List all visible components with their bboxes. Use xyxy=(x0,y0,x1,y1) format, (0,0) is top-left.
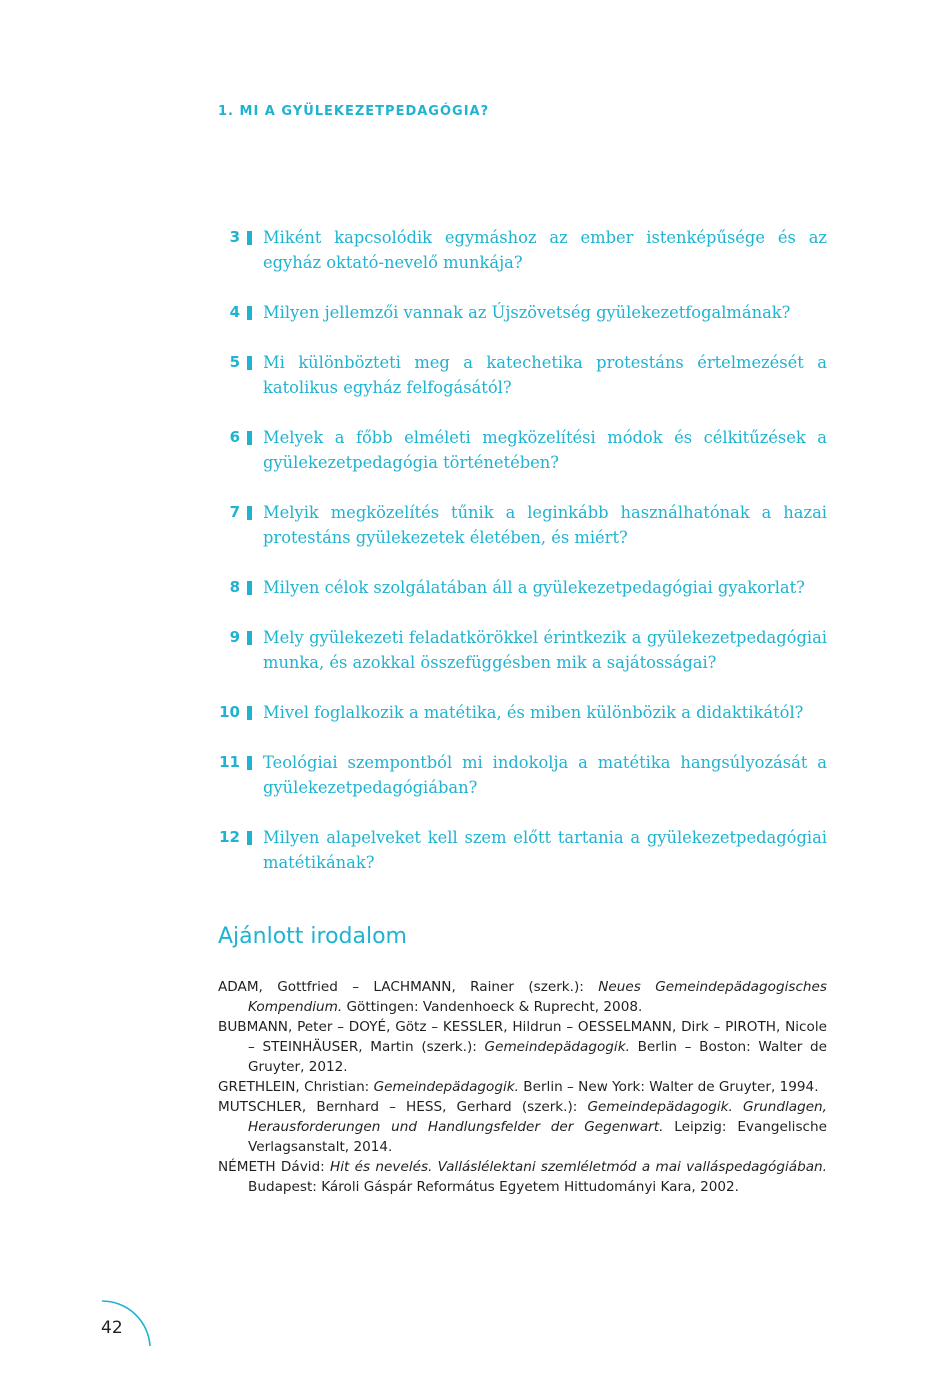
question-bar-marker xyxy=(247,756,252,770)
question-number: 11 xyxy=(219,753,240,771)
question-bar-marker xyxy=(247,506,252,520)
question-text: Miként kapcsolódik egymáshoz az ember istenképűsége és az egyház oktató-nevelő munkája? xyxy=(263,228,827,272)
reference-entry xyxy=(218,1017,827,1077)
question-text: Teológiai szempontból mi indokolja a matétika hangsúlyozását a gyülekezetpedagógiában? xyxy=(263,753,827,797)
reference-entry xyxy=(218,1077,827,1097)
reference-publisher: Göttingen: Vandenhoeck & Ruprecht, 2008. xyxy=(342,999,643,1015)
reference-publisher: Budapest: Károli Gáspár Református Egyetem Hittudományi Kara, 2002. xyxy=(248,1179,739,1195)
question-number: 12 xyxy=(219,828,240,846)
question-bar-marker xyxy=(247,431,252,445)
reference-publisher: Berlin – New York: Walter de Gruyter, 1994. xyxy=(518,1079,819,1095)
question-item xyxy=(218,750,827,800)
question-item xyxy=(218,225,827,275)
question-number: 10 xyxy=(219,703,240,721)
question-bar-marker xyxy=(247,306,252,320)
reference-title: Hit és nevelés. Valláslélektani szemléletmód a mai valláspedagógiában. xyxy=(330,1159,827,1175)
reference-title: Gemeindepädagogik. Grundlagen, Herausforderungen und Handlungsfelder der Gegenwart. xyxy=(248,1099,827,1135)
question-bar-marker xyxy=(247,581,252,595)
question-item xyxy=(218,700,827,725)
reference-entry xyxy=(218,977,827,1017)
question-bar-marker xyxy=(247,631,252,645)
question-text: Mi különbözteti meg a katechetika protestáns értelmezését a katolikus egyház felfogásától? xyxy=(263,353,827,397)
question-item xyxy=(218,625,827,675)
reference-entry xyxy=(218,1157,827,1197)
question-number: 6 xyxy=(229,428,240,446)
reference-list xyxy=(218,977,827,1197)
reference-publisher: Leipzig: Evangelische Verlagsanstalt, 2014. xyxy=(248,1119,827,1155)
reference-title: Gemeindepädagogik. xyxy=(373,1079,519,1095)
question-bar-marker xyxy=(247,706,252,720)
question-bar-marker xyxy=(247,231,252,245)
question-bar-marker xyxy=(247,356,252,370)
question-item xyxy=(218,825,827,875)
reference-authors: MUTSCHLER, Bernhard – HESS, Gerhard (szerk.): xyxy=(218,1099,588,1115)
question-item xyxy=(218,350,827,400)
question-number: 4 xyxy=(229,303,240,321)
page-number: 42 xyxy=(101,1318,123,1338)
question-text: Melyik megközelítés tűnik a leginkább használhatónak a hazai protestáns gyülekezetek életében, és miért? xyxy=(263,503,827,547)
question-number: 8 xyxy=(229,578,240,596)
reference-authors: GRETHLEIN, Christian: xyxy=(218,1079,374,1095)
question-bar-marker xyxy=(247,831,252,845)
question-number: 9 xyxy=(229,628,240,646)
question-item xyxy=(218,425,827,475)
reference-publisher: Berlin – Boston: Walter de Gruyter, 2012. xyxy=(248,1039,828,1075)
question-text: Melyek a főbb elméleti megközelítési módok és célkitűzések a gyülekezetpedagógia történetében? xyxy=(263,428,827,472)
literature-heading: Ajánlott irodalom xyxy=(218,924,407,949)
question-item xyxy=(218,575,827,600)
reference-entry xyxy=(218,1097,827,1157)
reference-title: Neues Gemeindepädagogisches Kompendium. xyxy=(248,979,827,1015)
question-text: Mely gyülekezeti feladatkörökkel érintkezik a gyülekezetpedagógiai munka, és azokkal összefüggésben mik a sajátosságai? xyxy=(263,628,827,672)
reference-authors: ADAM, Gottfried – LACHMANN, Rainer (szerk.): xyxy=(218,979,599,995)
question-list xyxy=(218,225,827,900)
reference-title: Gemeindepädagogik. xyxy=(484,1039,630,1055)
reference-authors: BUBMANN, Peter – DOYÉ, Götz – KESSLER, Hildrun – OESSELMANN, Dirk – PIROTH, Nicole – STEINHÄUSER, Martin (szerk.): xyxy=(218,1019,827,1055)
reference-authors: NÉMETH Dávid: xyxy=(218,1159,331,1175)
question-number: 7 xyxy=(229,503,240,521)
question-text: Milyen alapelveket kell szem előtt tartania a gyülekezetpedagógiai matétikának? xyxy=(263,828,827,872)
question-number: 3 xyxy=(229,228,240,246)
question-text: Milyen célok szolgálatában áll a gyülekezetpedagógiai gyakorlat? xyxy=(263,578,805,597)
question-item xyxy=(218,300,827,325)
question-text: Milyen jellemzői vannak az Újszövetség gyülekezetfogalmának? xyxy=(263,303,791,322)
question-item xyxy=(218,500,827,550)
question-text: Mivel foglalkozik a matétika, és miben különbözik a didaktikától? xyxy=(263,703,804,722)
running-head: 1. MI A GYÜLEKEZETPEDAGÓGIA? xyxy=(218,104,490,119)
question-number: 5 xyxy=(229,353,240,371)
